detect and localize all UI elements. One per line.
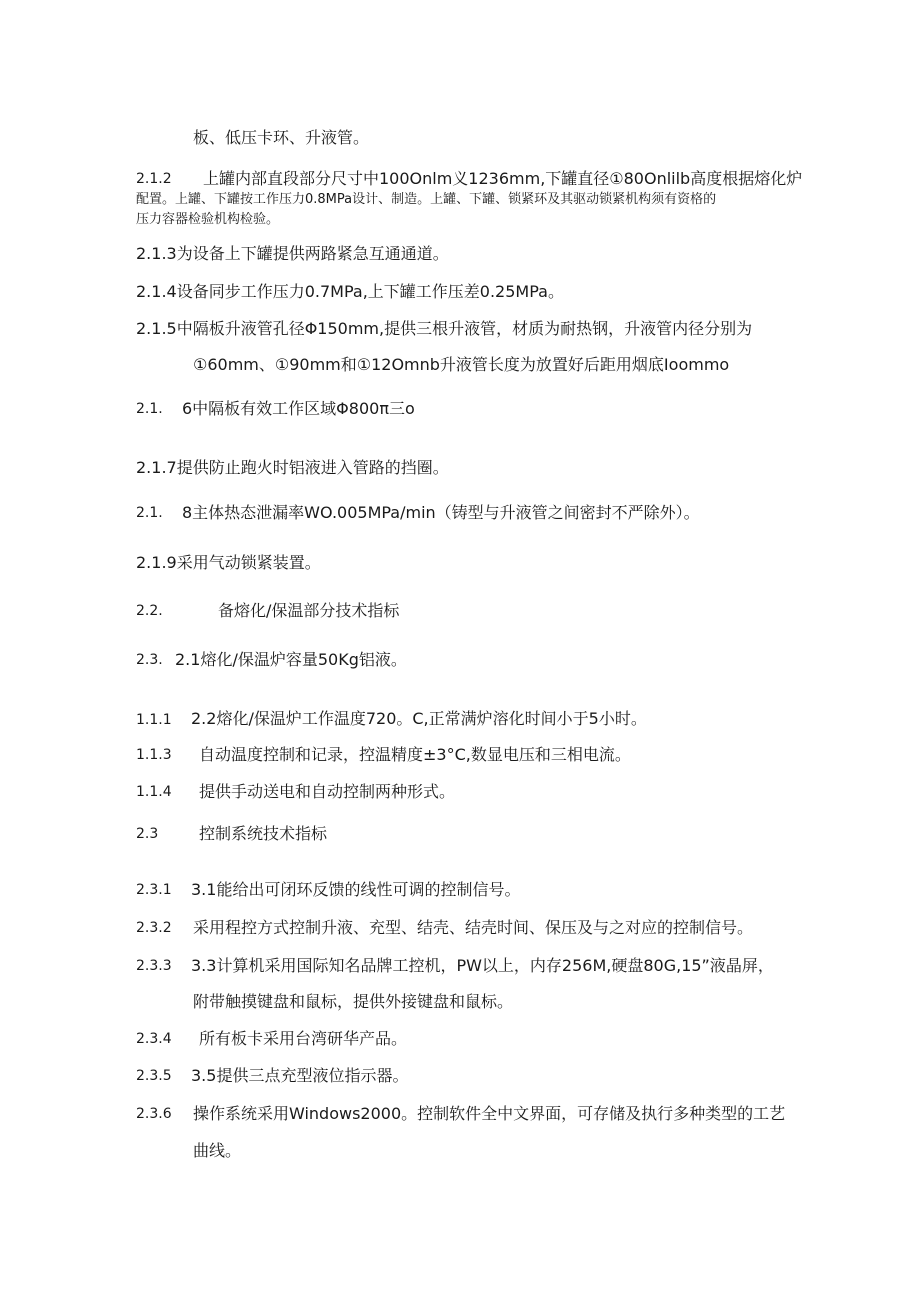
paragraph-line: 2.1.4设备同步工作压力0.7MPa,上下罐工作压差0.25MPa。	[136, 282, 564, 301]
paragraph-line: 3.1能给出可闭环反馈的线性可调的控制信号。	[191, 880, 521, 899]
section-number: 2.3	[136, 826, 159, 842]
paragraph-line: 压力容器检验机构检验。	[136, 212, 280, 227]
paragraph-line: 2.2熔化/保温炉工作温度720。C,正常满炉溶化时间小于5小时。	[191, 709, 647, 728]
section-number: 1.1.4	[136, 784, 172, 800]
section-number: 2.1.	[136, 401, 163, 417]
section-number: 2.3.2	[136, 920, 172, 936]
section-heading: 控制系统技术指标	[199, 824, 328, 843]
paragraph-line: 2.1.3为设备上下罐提供两路紧急互通通道。	[136, 244, 449, 263]
section-number: 2.3.6	[136, 1106, 172, 1122]
section-number: 2.1.2	[136, 171, 172, 187]
paragraph-line: ①60mm、①90mm和①12Omnb升液管长度为放置好后距用烟底Ioommo	[193, 355, 730, 374]
paragraph-line: 6中隔板有效工作区域Φ800π三o	[182, 399, 415, 418]
paragraph-line: 曲线。	[193, 1141, 242, 1160]
paragraph-line: 3.3计算机采用国际知名品牌工控机，PW以上，内存256M,硬盘80G,15”液晶屏，	[191, 956, 774, 975]
paragraph-line: 采用程控方式控制升液、充型、结壳、结壳时间、保压及与之对应的控制信号。	[193, 918, 754, 937]
paragraph-line: 所有板卡采用台湾研华产品。	[199, 1029, 408, 1048]
paragraph-line: 2.1熔化/保温炉容量50Kg铝液。	[175, 650, 407, 669]
section-number: 1.1.1	[136, 712, 172, 728]
continued-line: 板、低压卡环、升液管。	[193, 128, 370, 147]
paragraph-line: 配置。上罐、下罐按工作压力0.8MPa设计、制造。上罐、下罐、锁紧环及其驱动锁紧机构须有资格的	[136, 192, 717, 207]
section-number: 1.1.3	[136, 747, 172, 763]
paragraph-line: 8主体热态泄漏率WO.005MPa∕min（铸型与升液管之间密封不严除外）。	[182, 503, 700, 522]
paragraph-line: 上罐内部直段部分尺寸中100Onlm义1236mm,下罐直径①80Onlilb高度根据熔化炉	[203, 169, 803, 188]
section-number: 2.3.3	[136, 958, 172, 974]
section-number: 2.3.	[136, 652, 163, 668]
section-number: 2.3.4	[136, 1031, 172, 1047]
paragraph-line: 2.1.9采用气动锁紧装置。	[136, 553, 321, 572]
paragraph-line: 附带触摸键盘和鼠标，提供外接键盘和鼠标。	[193, 992, 514, 1011]
section-number: 2.3.5	[136, 1068, 172, 1084]
section-number: 2.3.1	[136, 882, 172, 898]
paragraph-line: 自动温度控制和记录，控温精度±3°C,数显电压和三相电流。	[199, 745, 631, 764]
paragraph-line: 操作系统采用Windows2000。控制软件全中文界面，可存储及执行多种类型的工艺	[193, 1104, 786, 1123]
section-heading: 备熔化/保温部分技术指标	[218, 601, 400, 620]
section-number: 2.2.	[136, 603, 163, 619]
paragraph-line: 2.1.7提供防止跑火时铝液进入管路的挡圈。	[136, 458, 449, 477]
paragraph-line: 3.5提供三点充型液位指示器。	[191, 1066, 409, 1085]
paragraph-line: 2.1.5中隔板升液管孔径Φ150mm,提供三根升液管，材质为耐热钢，升液管内径分别为	[136, 319, 753, 338]
paragraph-line: 提供手动送电和自动控制两种形式。	[199, 782, 456, 801]
section-number: 2.1.	[136, 505, 163, 521]
